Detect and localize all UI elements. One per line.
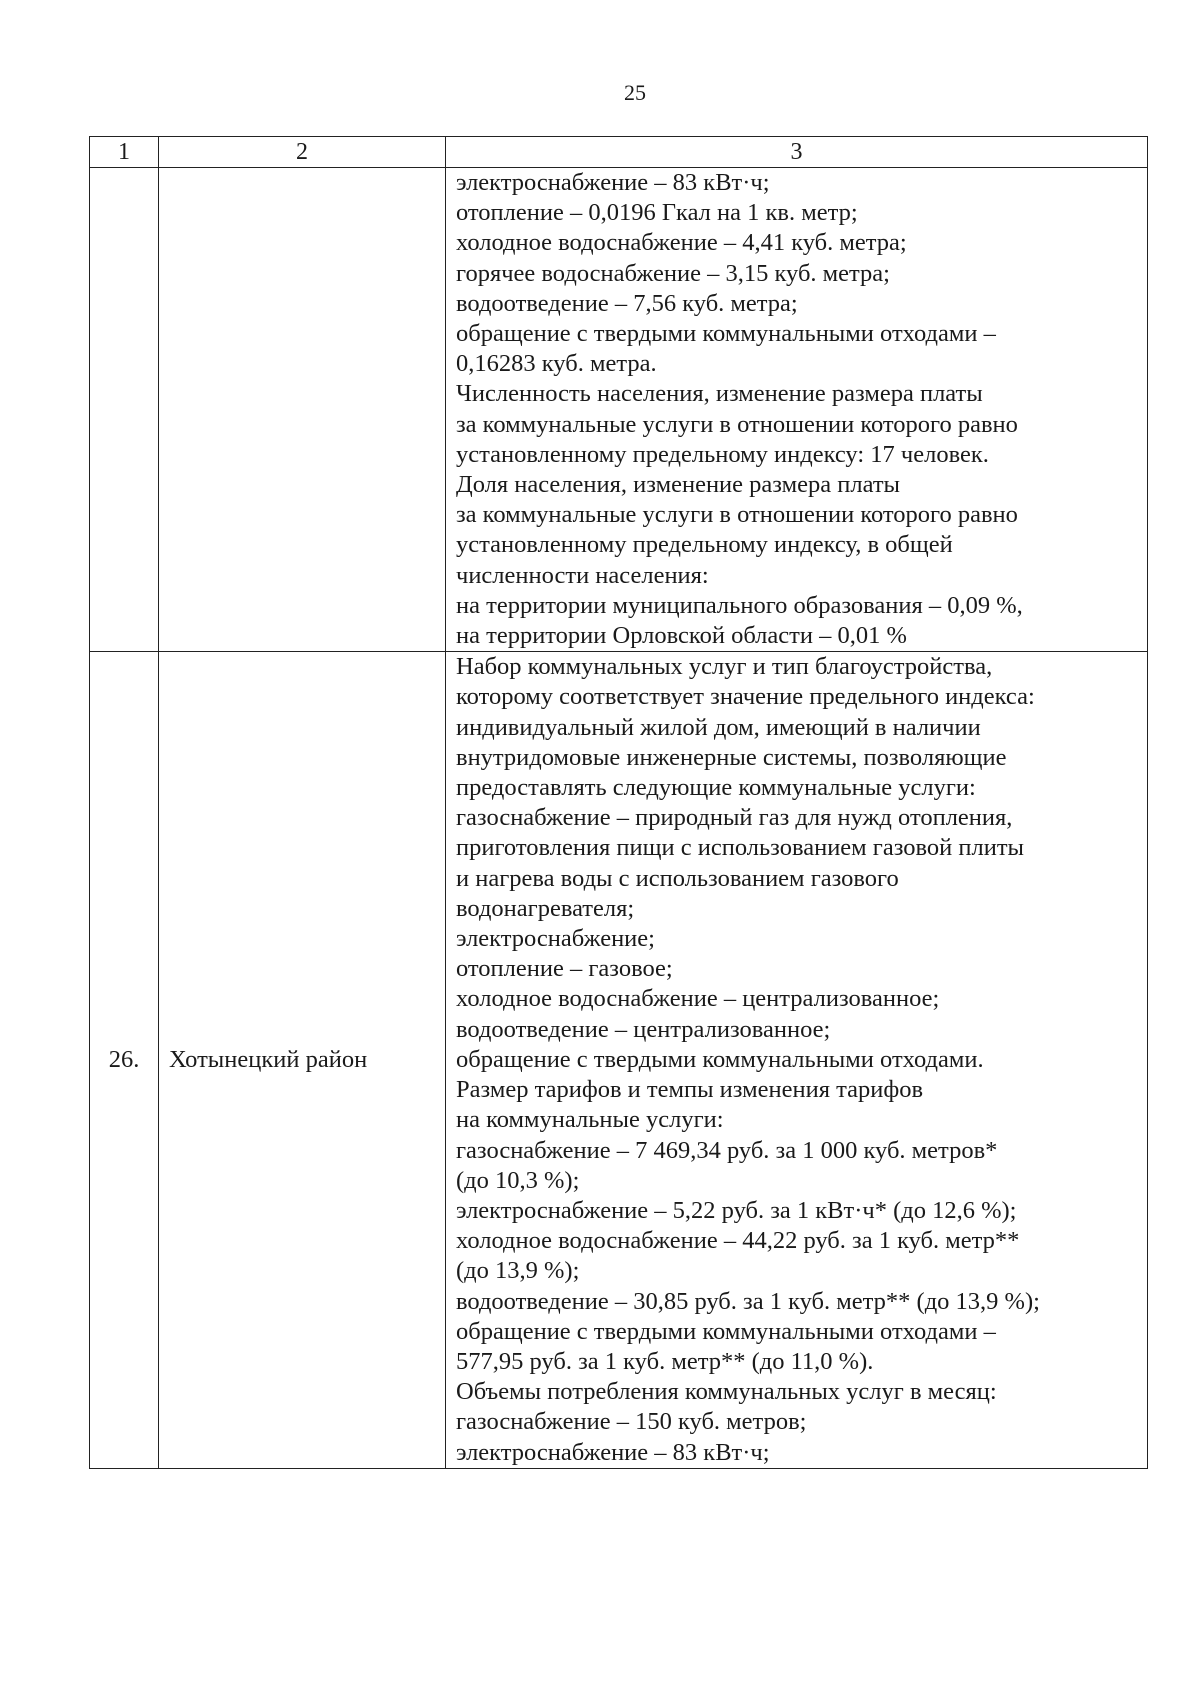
- text-line: холодное водоснабжение – 4,41 куб. метра;: [456, 229, 907, 257]
- text-line: газоснабжение – 150 куб. метров;: [456, 1408, 807, 1436]
- text-line: на коммунальные услуги:: [456, 1106, 724, 1134]
- text-line: предоставлять следующие коммунальные услуги:: [456, 774, 976, 802]
- page-number: 25: [624, 80, 646, 105]
- header-cell-2: 2: [159, 137, 446, 168]
- district-name-cell: Хотынецкий район: [159, 652, 446, 1468]
- details-text: [446, 168, 1147, 651]
- text-line: установленному предельному индексу: 17 человек.: [456, 440, 989, 468]
- text-line: газоснабжение – природный газ для нужд отопления,: [456, 804, 1013, 832]
- text-line: холодное водоснабжение – 44,22 руб. за 1 куб. метр**: [456, 1227, 1020, 1255]
- text-line: электроснабжение;: [456, 925, 655, 953]
- text-line: обращение с твердыми коммунальными отходами.: [456, 1045, 984, 1073]
- details-text: [446, 652, 1147, 1467]
- text-line: за коммунальные услуги в отношении которого равно: [456, 410, 1018, 438]
- text-line: и нагрева воды с использованием газового: [456, 864, 899, 892]
- details-cell: [446, 168, 1148, 652]
- details-cell: [446, 652, 1148, 1468]
- text-line: установленному предельному индексу, в общей: [456, 531, 953, 559]
- text-line: внутридомовые инженерные системы, позволяющие: [456, 743, 1007, 771]
- text-line: обращение с твердыми коммунальными отходами –: [456, 1317, 996, 1345]
- text-line: за коммунальные услуги в отношении которого равно: [456, 501, 1018, 529]
- text-line: газоснабжение – 7 469,34 руб. за 1 000 куб. метров*: [456, 1136, 998, 1164]
- table-row-26: [90, 652, 1148, 1468]
- text-line: горячее водоснабжение – 3,15 куб. метра;: [456, 259, 890, 287]
- text-line: электроснабжение – 83 кВт·ч;: [456, 1438, 770, 1466]
- text-line: холодное водоснабжение – централизованное;: [456, 985, 940, 1013]
- text-line: электроснабжение – 5,22 руб. за 1 кВт·ч* (до 12,6 %);: [456, 1196, 1017, 1224]
- text-line: индивидуальный жилой дом, имеющий в наличии: [456, 713, 981, 741]
- table-header-row: [90, 137, 1148, 168]
- text-line: 0,16283 куб. метра.: [456, 350, 657, 378]
- tariff-table: [89, 136, 1148, 1469]
- header-cell-1: 1: [90, 137, 159, 168]
- text-line: электроснабжение – 83 кВт·ч;: [456, 169, 770, 196]
- text-line: Набор коммунальных услуг и тип благоустройства,: [456, 653, 993, 681]
- text-line: водоотведение – централизованное;: [456, 1015, 831, 1043]
- district-name-cell: [159, 168, 446, 652]
- text-line: численности населения:: [456, 561, 709, 589]
- text-line: Объемы потребления коммунальных услуг в месяц:: [456, 1378, 997, 1406]
- text-line: которому соответствует значение предельного индекса:: [456, 683, 1035, 711]
- text-line: Размер тарифов и темпы изменения тарифов: [456, 1076, 924, 1104]
- text-line: (до 13,9 %);: [456, 1257, 580, 1285]
- text-line: на территории муниципального образования – 0,09 %,: [456, 591, 1023, 619]
- header-cell-3: 3: [446, 137, 1148, 168]
- text-line: приготовления пищи с использованием газовой плиты: [456, 834, 1025, 862]
- text-line: Доля населения, изменение размера платы: [456, 471, 900, 499]
- text-line: 577,95 руб. за 1 куб. метр** (до 11,0 %).: [456, 1347, 874, 1375]
- text-line: Численность населения, изменение размера платы: [456, 380, 983, 408]
- table-row-continued: [90, 168, 1148, 652]
- text-line: отопление – газовое;: [456, 955, 673, 983]
- row-number-cell: [90, 168, 159, 652]
- text-line: отопление – 0,0196 Гкал на 1 кв. метр;: [456, 199, 858, 227]
- text-line: водоотведение – 30,85 руб. за 1 куб. метр** (до 13,9 %);: [456, 1287, 1040, 1315]
- text-line: обращение с твердыми коммунальными отходами –: [456, 320, 996, 348]
- text-line: водоотведение – 7,56 куб. метра;: [456, 289, 798, 317]
- text-line: водонагревателя;: [456, 894, 635, 922]
- text-line: на территории Орловской области – 0,01 %: [456, 622, 907, 650]
- text-line: (до 10,3 %);: [456, 1166, 580, 1194]
- row-number-cell: 26.: [90, 652, 159, 1468]
